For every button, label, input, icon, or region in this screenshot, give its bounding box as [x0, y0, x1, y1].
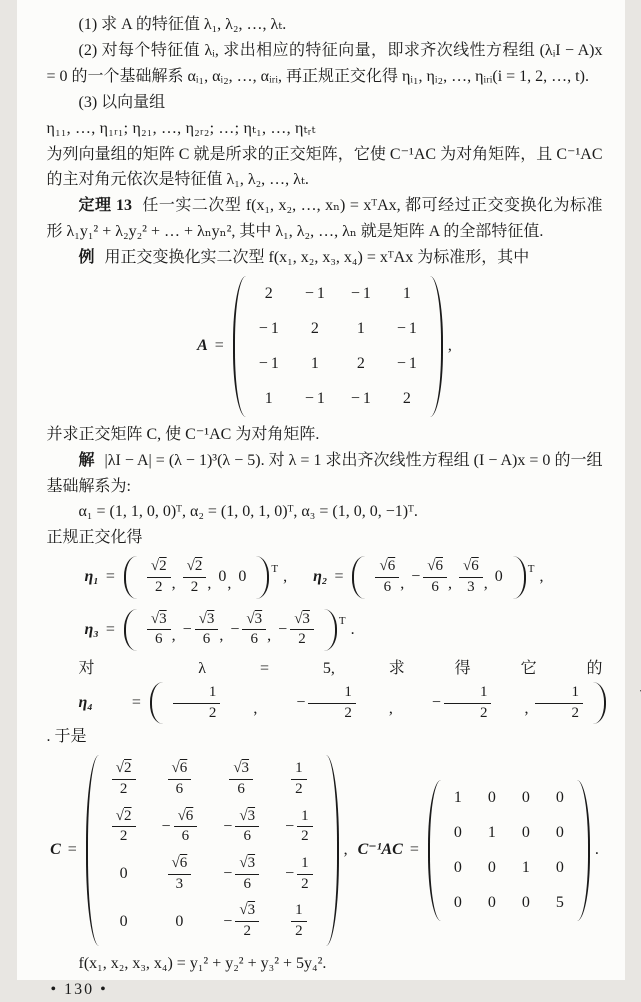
separator: ,	[400, 571, 404, 597]
matrix-cell: 0	[454, 890, 462, 916]
matrix-cell	[173, 684, 221, 722]
matrix-label: η₃	[85, 617, 99, 643]
matrix-label: C⁻¹AC	[358, 837, 403, 863]
equals-sign: =	[100, 690, 141, 716]
orthonormalize-line: 正规正交化得	[47, 525, 603, 551]
paren-left	[86, 755, 99, 946]
matrix-cell	[459, 558, 483, 596]
separator: ,	[448, 571, 452, 597]
transpose-superscript	[608, 686, 641, 704]
paren-right	[577, 780, 590, 921]
trailing-punctuation: ,	[344, 837, 348, 863]
fraction	[168, 760, 192, 798]
numerator: √2	[147, 558, 171, 578]
matrix-body	[106, 755, 319, 946]
matrix-body	[372, 556, 505, 598]
matrix-cell: − 1	[305, 281, 325, 307]
numerator: √6	[375, 558, 399, 578]
matrix-cell: 2	[311, 316, 319, 342]
matrix-cell	[264, 684, 356, 722]
paren-left	[124, 609, 137, 651]
eta4-vector	[47, 682, 641, 724]
denominator: 2	[444, 704, 492, 723]
solution-body: |λI − A| = (λ − 1)³(λ − 5). 对 λ = 1 求出齐次线性方程组 (I − A)x = 0 的一组基础解系为:	[47, 452, 603, 495]
radicand: 3	[255, 611, 263, 627]
minus-sign: −	[259, 316, 268, 342]
fraction	[112, 760, 136, 798]
numerator: √2	[112, 760, 136, 780]
denominator: 6	[195, 630, 219, 649]
eta1-vector	[85, 556, 288, 598]
fraction	[459, 558, 483, 596]
theorem-body: 任一实二次型 f(x₁, x₂, …, xₙ) = xᵀAx, 都可经过正交变换化为标准形 λ₁y₁² + λ₂y₂² + … + λₙyₙ², 其中 λ₁, λ₂, …, λₙ 就是矩阵 A 的全部特征值.	[47, 197, 603, 240]
example-body: 用正交变换化实二次型 f(x₁, x₂, x₃, x₄) = xᵀAx 为标准形，其中	[105, 249, 530, 266]
trailing-punctuation: ,	[539, 564, 543, 590]
matrix-cell: 0	[488, 890, 496, 916]
denominator: 2	[291, 922, 307, 941]
denominator: 2	[290, 630, 314, 649]
denominator: 2	[291, 780, 307, 799]
matrix-cell: 0	[556, 855, 564, 881]
step-1: (1) 求 A 的特征值 λ₁, λ₂, …, λₜ.	[47, 12, 603, 38]
numerator: √6	[423, 558, 447, 578]
matrix-body	[170, 682, 586, 724]
matrix-cell: 0	[454, 855, 462, 881]
matrix-cell	[112, 760, 136, 798]
matrix-cell: 0	[238, 564, 246, 590]
numerator: 1	[173, 684, 221, 704]
page-number: • 130 •	[47, 977, 603, 1002]
paren-left	[428, 780, 441, 921]
matrix-cell	[168, 855, 192, 893]
matrix-cell: 0	[522, 785, 530, 811]
paren-left	[233, 276, 246, 417]
matrix-cell	[223, 902, 259, 940]
denominator: 2	[297, 827, 313, 846]
separator: ,	[357, 696, 393, 722]
denominator: 2	[147, 578, 171, 597]
radicand: 2	[195, 558, 203, 574]
lambda5-post: . 于是	[47, 728, 87, 745]
fraction	[375, 558, 399, 596]
equals-sign: =	[106, 564, 115, 590]
separator: ,	[221, 696, 257, 722]
numerator: 1	[535, 684, 583, 704]
matrix-cell: 0	[495, 564, 503, 590]
theorem-label: 定理 13	[79, 197, 132, 214]
minus-sign: −	[411, 564, 420, 590]
minus-sign: −	[397, 316, 406, 342]
numerator: √6	[459, 558, 483, 578]
transpose-superscript: T	[339, 613, 346, 631]
matrix-cell	[183, 558, 207, 596]
fraction	[235, 808, 259, 846]
radicand: 3	[302, 611, 310, 627]
minus-sign: −	[183, 617, 192, 643]
radicand: 3	[159, 611, 167, 627]
minus-sign: −	[278, 617, 287, 643]
textbook-page	[17, 0, 625, 980]
denominator: 2	[173, 704, 221, 723]
matrix-a-display	[47, 276, 603, 417]
fraction	[235, 855, 259, 893]
eta12-display	[85, 556, 603, 598]
equals-sign: =	[215, 333, 224, 359]
matrix-cell: 0	[175, 909, 183, 935]
fraction	[291, 902, 307, 940]
denominator: 6	[375, 578, 399, 597]
matrix-cell: 0	[120, 861, 128, 887]
transpose-superscript: T	[528, 561, 535, 579]
denominator: 2	[112, 780, 136, 799]
matrix-cell: 2	[357, 351, 365, 377]
matrix-cell	[229, 760, 253, 798]
matrix-cell: 1	[357, 316, 365, 342]
matrix-cell	[285, 808, 313, 846]
example-label: 例	[79, 249, 95, 266]
matrix-cell	[168, 760, 192, 798]
matrix-body	[448, 780, 570, 921]
radicand: 2	[159, 558, 167, 574]
matrix-cell	[535, 684, 583, 722]
matrix-cell: − 1	[351, 281, 371, 307]
eta-vector-list: η₁₁, …, η₁ᵣ₁; η₂₁, …, η₂ᵣ₂; …; ηₜ₁, …, ηₜᵣₜ	[47, 116, 603, 142]
matrix-cell: 1	[454, 785, 462, 811]
matrix-cell	[147, 611, 171, 649]
orthogonal-matrix-description: 为列向量组的矩阵 C 就是所求的正交矩阵，它使 C⁻¹AC 为对角矩阵，且 C⁻¹AC 的主对角元依次是特征值 λ₁, λ₂, …, λₜ.	[47, 142, 603, 194]
matrix-cell: 0	[454, 820, 462, 846]
equals-sign: =	[68, 837, 77, 863]
numerator: √3	[147, 611, 171, 631]
numerator: √3	[235, 855, 259, 875]
matrix-cell	[223, 808, 259, 846]
minus-sign: −	[351, 386, 360, 412]
matrix-a	[197, 276, 452, 417]
matrix-cell: 0	[120, 909, 128, 935]
radicand: 3	[248, 855, 256, 871]
fraction	[229, 760, 253, 798]
matrix-cell: 0	[522, 820, 530, 846]
fraction	[195, 611, 219, 649]
radicand: 3	[207, 611, 215, 627]
numerator: √3	[242, 611, 266, 631]
alpha-basis-line: α₁ = (1, 1, 0, 0)ᵀ, α₂ = (1, 0, 1, 0)ᵀ, α₃ = (1, 0, 0, −1)ᵀ.	[47, 499, 603, 525]
matrix-cell: 2	[403, 386, 411, 412]
minus-sign: −	[162, 814, 171, 840]
matrix-cell: 0	[218, 564, 226, 590]
denominator: 6	[168, 780, 192, 799]
matrix-label: η₂	[313, 564, 327, 590]
matrix-label: C	[50, 837, 61, 863]
numerator: 1	[291, 760, 307, 780]
paren-right	[430, 276, 443, 417]
matrix-cell: 5	[556, 890, 564, 916]
minus-sign: −	[223, 861, 232, 887]
separator: ,	[267, 623, 271, 649]
minus-sign: −	[305, 386, 314, 412]
numerator: √3	[229, 760, 253, 780]
fraction	[235, 902, 259, 940]
radicand: 6	[180, 760, 188, 776]
denominator: 2	[235, 922, 259, 941]
equals-sign: =	[410, 837, 419, 863]
separator: ,	[227, 571, 231, 597]
minus-sign: −	[285, 861, 294, 887]
radicand: 6	[186, 808, 194, 824]
fraction	[297, 855, 313, 893]
matrix-body	[144, 609, 317, 651]
matrix-label: η₄	[47, 690, 93, 716]
trailing-punctuation: .	[595, 837, 599, 863]
matrix-cell	[278, 611, 314, 649]
matrix-c-display	[47, 755, 603, 946]
denominator: 2	[535, 704, 583, 723]
numerator: 1	[297, 855, 313, 875]
radicand: 6	[180, 855, 188, 871]
trailing-punctuation: .	[351, 617, 355, 643]
matrix-cell: − 1	[259, 351, 279, 377]
matrix-cell: − 1	[351, 386, 371, 412]
paren-right	[256, 556, 269, 598]
numerator: √2	[183, 558, 207, 578]
matrix-cell	[147, 558, 171, 596]
paren-right	[513, 556, 526, 598]
fraction	[423, 558, 447, 596]
fraction	[535, 684, 583, 722]
numerator: √3	[235, 902, 259, 922]
paren-left	[352, 556, 365, 598]
trailing-punctuation: ,	[283, 564, 287, 590]
fraction	[444, 684, 492, 722]
denominator: 6	[423, 578, 447, 597]
matrix-cell	[291, 902, 307, 940]
matrix-body	[144, 556, 249, 598]
matrix-diagonal	[358, 780, 599, 921]
separator: ,	[492, 696, 528, 722]
matrix-label: η₁	[85, 564, 99, 590]
fraction	[291, 760, 307, 798]
matrix-cell	[223, 855, 259, 893]
matrix-cell: 0	[556, 820, 564, 846]
separator: ,	[172, 571, 176, 597]
matrix-cell	[400, 684, 492, 722]
fraction	[173, 684, 221, 722]
matrix-cell	[285, 855, 313, 893]
denominator: 2	[308, 704, 356, 723]
minus-sign: −	[223, 814, 232, 840]
eta3-vector	[85, 609, 355, 651]
matrix-cell	[291, 760, 307, 798]
solution-label: 解	[79, 452, 95, 469]
denominator: 6	[229, 780, 253, 799]
eta2-vector	[313, 556, 543, 598]
paren-left	[150, 682, 163, 724]
radicand: 6	[471, 558, 479, 574]
transpose-superscript: T	[271, 561, 278, 579]
radicand: 2	[124, 760, 132, 776]
numerator: √3	[195, 611, 219, 631]
numerator: √6	[168, 760, 192, 780]
fraction	[183, 558, 207, 596]
matrix-body	[253, 276, 423, 417]
denominator: 2	[112, 827, 136, 846]
radicand: 3	[248, 808, 256, 824]
matrix-cell	[112, 808, 136, 846]
matrix-cell: 0	[556, 785, 564, 811]
example-paragraph	[47, 245, 603, 271]
matrix-cell: 1	[311, 351, 319, 377]
matrix-cell: 1	[522, 855, 530, 881]
find-c-paragraph: 并求正交矩阵 C, 使 C⁻¹AC 为对角矩阵.	[47, 422, 603, 448]
numerator: 1	[308, 684, 356, 704]
numerator: √6	[174, 808, 198, 828]
eta3-display	[85, 609, 603, 651]
paren-right	[593, 682, 606, 724]
minus-sign: −	[264, 690, 305, 716]
denominator: 6	[235, 875, 259, 894]
paren-right	[324, 609, 337, 651]
fraction	[242, 611, 266, 649]
lambda5-pre: 对 λ = 5, 求得它的	[79, 660, 603, 677]
radicand: 6	[388, 558, 396, 574]
matrix-cell: − 1	[259, 316, 279, 342]
numerator: √2	[112, 808, 136, 828]
minus-sign: −	[397, 351, 406, 377]
denominator: 2	[297, 875, 313, 894]
step-2: (2) 对每个特征值 λᵢ, 求出相应的特征向量，即求齐次线性方程组 (λᵢI − A)x = 0 的一个基础解系 αᵢ₁, αᵢ₂, …, αᵢᵣᵢ, 再正规正交化得 ηᵢ₁, ηᵢ₂, …, ηᵢᵣᵢ(i = 1, 2, …, t).	[47, 38, 603, 90]
lambda5-paragraph	[47, 656, 603, 750]
fraction	[112, 808, 136, 846]
step-3: (3) 以向量组	[47, 90, 603, 116]
matrix-cell	[411, 558, 447, 596]
separator: ,	[172, 623, 176, 649]
matrix-cell	[183, 611, 219, 649]
denominator: 6	[147, 630, 171, 649]
theorem-13	[47, 193, 603, 245]
radicand: 2	[124, 808, 132, 824]
paren-right	[326, 755, 339, 946]
paren-left	[124, 556, 137, 598]
fraction	[174, 808, 198, 846]
minus-sign: −	[230, 617, 239, 643]
separator: ,	[207, 571, 211, 597]
minus-sign: −	[351, 281, 360, 307]
final-standard-form: f(x₁, x₂, x₃, x₄) = y₁² + y₂² + y₃² + 5y₄².	[47, 951, 603, 977]
matrix-cell: 0	[522, 890, 530, 916]
matrix-cell: 0	[488, 785, 496, 811]
denominator: 2	[183, 578, 207, 597]
denominator: 6	[242, 630, 266, 649]
separator: ,	[219, 623, 223, 649]
minus-sign: −	[259, 351, 268, 377]
matrix-cell: − 1	[397, 351, 417, 377]
minus-sign: −	[400, 690, 441, 716]
radicand: 3	[242, 760, 250, 776]
matrix-cell: 0	[488, 855, 496, 881]
numerator: √3	[235, 808, 259, 828]
separator: ,	[484, 571, 488, 597]
fraction	[297, 808, 313, 846]
equals-sign: =	[334, 564, 343, 590]
matrix-cell: 2	[265, 281, 273, 307]
denominator: 6	[235, 827, 259, 846]
radicand: 3	[248, 902, 256, 918]
fraction	[308, 684, 356, 722]
radicand: 6	[435, 558, 443, 574]
numerator: 1	[291, 902, 307, 922]
minus-sign: −	[285, 814, 294, 840]
matrix-cell	[162, 808, 198, 846]
matrix-cell: − 1	[397, 316, 417, 342]
fraction	[168, 855, 192, 893]
matrix-cell: 1	[488, 820, 496, 846]
fraction	[290, 611, 314, 649]
numerator: √6	[168, 855, 192, 875]
trailing-punctuation: ,	[448, 333, 452, 359]
denominator: 3	[459, 578, 483, 597]
matrix-cell: 1	[265, 386, 273, 412]
denominator: 6	[174, 827, 198, 846]
fraction	[147, 558, 171, 596]
minus-sign: −	[223, 909, 232, 935]
equals-sign: =	[106, 617, 115, 643]
matrix-cell: 1	[403, 281, 411, 307]
solution-paragraph	[47, 448, 603, 500]
denominator: 3	[168, 875, 192, 894]
matrix-cell	[230, 611, 266, 649]
fraction	[147, 611, 171, 649]
numerator: 1	[297, 808, 313, 828]
matrix-cell: − 1	[305, 386, 325, 412]
numerator: √3	[290, 611, 314, 631]
matrix-label: A	[197, 333, 208, 359]
numerator: 1	[444, 684, 492, 704]
matrix-cell	[375, 558, 399, 596]
matrix-c	[50, 755, 348, 946]
minus-sign: −	[305, 281, 314, 307]
